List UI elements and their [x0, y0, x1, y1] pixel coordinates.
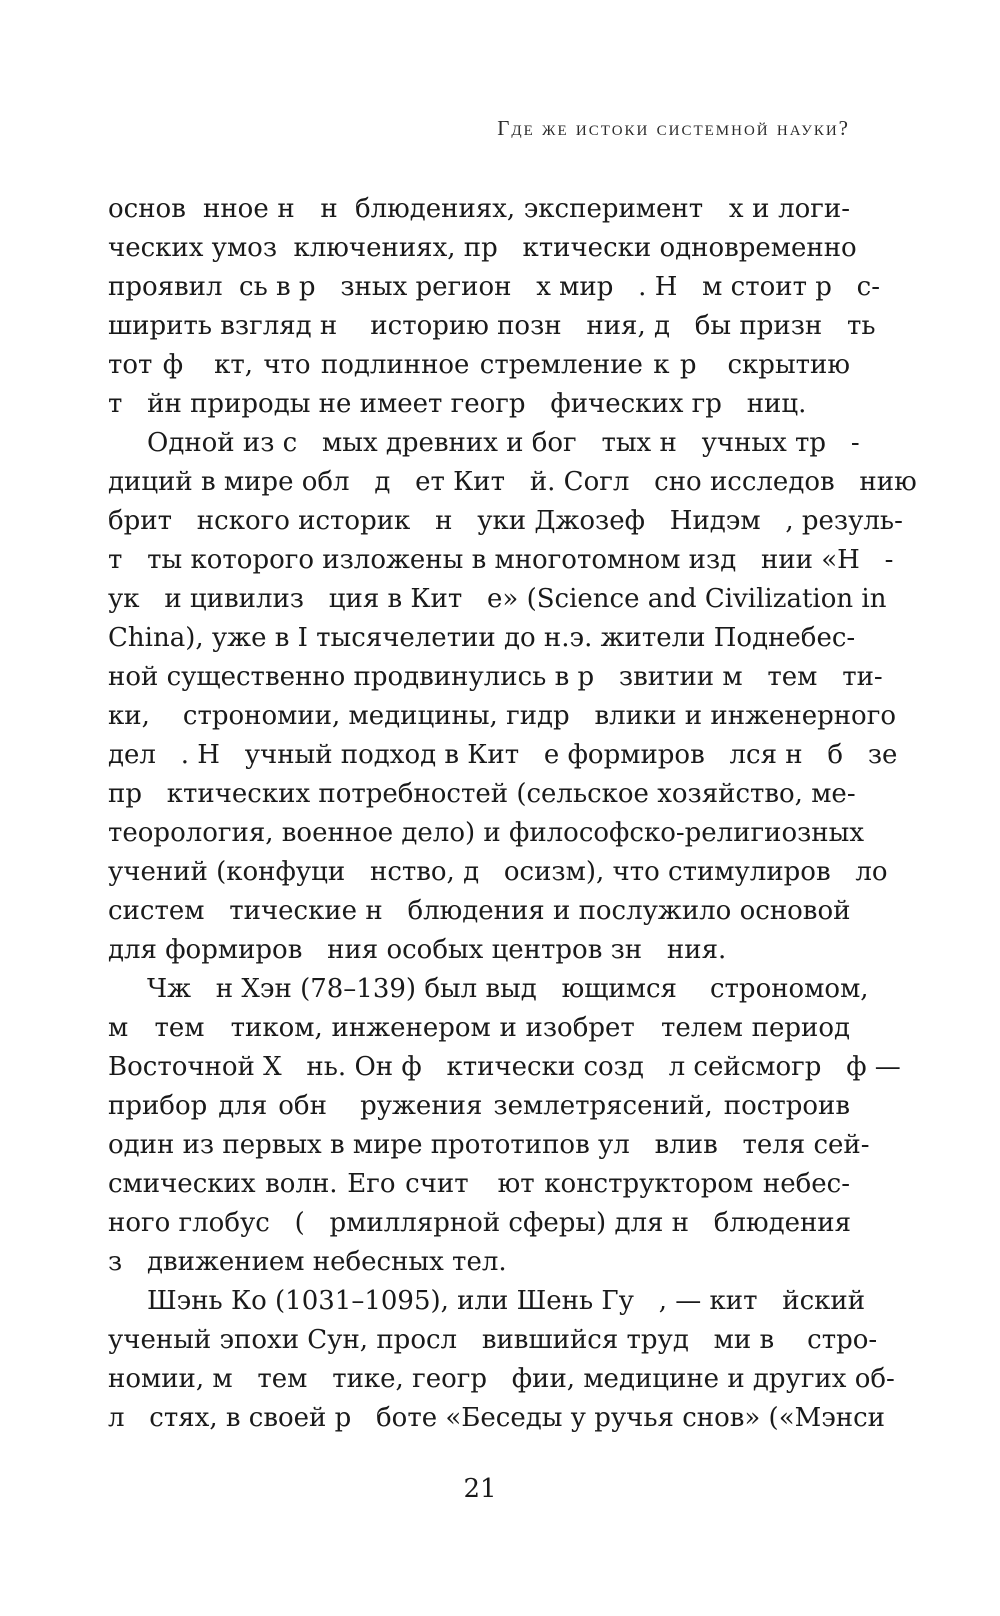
text-line: диций в мире обл д ет Кит й. Согл сно исследов нию — [108, 467, 917, 497]
text-line: ширить взгляд н историю позн ния, д бы призн ть — [108, 311, 876, 341]
text-line: учений (конфуци нство, д осизм), что стимулиров ло — [108, 857, 888, 887]
text-line: брит нского историк н уки Джозеф Нидэм , резуль- — [108, 506, 903, 536]
text-line: прибор для обн ружения землетрясений, построив — [108, 1091, 850, 1121]
paragraph-start-line: Чж н Хэн (78–139) был выд ющимся строномом, — [147, 974, 869, 1004]
text-line: тот ф кт, что подлинное стремление к р скрытию — [108, 350, 850, 380]
text-line: Восточной Х нь. Он ф ктически созд л сейсмогр ф — — [108, 1052, 901, 1082]
text-line: один из первых в мире прототипов ул влив теля сей- — [108, 1130, 870, 1160]
running-head: Где же истоки системной науки? — [497, 116, 850, 140]
text-line: номии, м тем тике, геогр фии, медицине и других об- — [108, 1364, 895, 1394]
text-line: систем тические н блюдения и послужило основой — [108, 896, 851, 926]
text-line: основ нное н н блюдениях, эксперимент х и логи- — [108, 194, 850, 224]
text-line: ученый эпохи Сун, просл вившийся труд ми в стро- — [108, 1325, 878, 1355]
text-line: ного глобус ( рмиллярной сферы) для н блюдения — [108, 1208, 852, 1238]
text-line: т йн природы не имеет геогр фических гр ниц. — [108, 389, 807, 419]
text-line: ук и цивилиз ция в Кит е» (Science and Civilization in — [108, 584, 887, 614]
text-line: China), уже в I тысячелетии до н.э. жители Поднебес- — [108, 623, 856, 653]
text-line: пр ктических потребностей (сельское хозяйство, ме- — [108, 779, 856, 809]
text-line: л стях, в своей р боте «Беседы у ручья снов» («Мэнси — [108, 1403, 886, 1433]
text-line: ческих умоз ключениях, пр ктически одновременно — [108, 233, 857, 263]
text-line: ки, строномии, медицины, гидр влики и инженерного — [108, 701, 896, 731]
text-line: теорология, военное дело) и философско-религиозных — [108, 818, 864, 848]
text-line: з движением небесных тел. — [108, 1247, 507, 1277]
paragraph-start-line: Шэнь Ко (1031–1095), или Шень Гу , — кит йский — [147, 1286, 866, 1316]
text-line: дел . Н учный подход в Кит е формиров лся н б зе — [108, 740, 898, 770]
page-number: 21 — [463, 1474, 497, 1504]
text-line: ной существенно продвинулись в р звитии м тем ти- — [108, 662, 883, 692]
text-line: проявил сь в р зных регион х мир . Н м стоит р с- — [108, 272, 881, 302]
text-line: для формиров ния особых центров зн ния. — [108, 935, 727, 965]
text-line: м тем тиком, инженером и изобрет телем период — [108, 1013, 850, 1043]
body-text — [108, 190, 917, 1438]
paragraph-start-line: Одной из с мых древних и бог тых н учных тр - — [147, 428, 860, 458]
text-line: т ты которого изложены в многотомном изд нии «Н - — [108, 545, 894, 575]
text-line: смических волн. Его счит ют конструктором небес- — [108, 1169, 850, 1199]
